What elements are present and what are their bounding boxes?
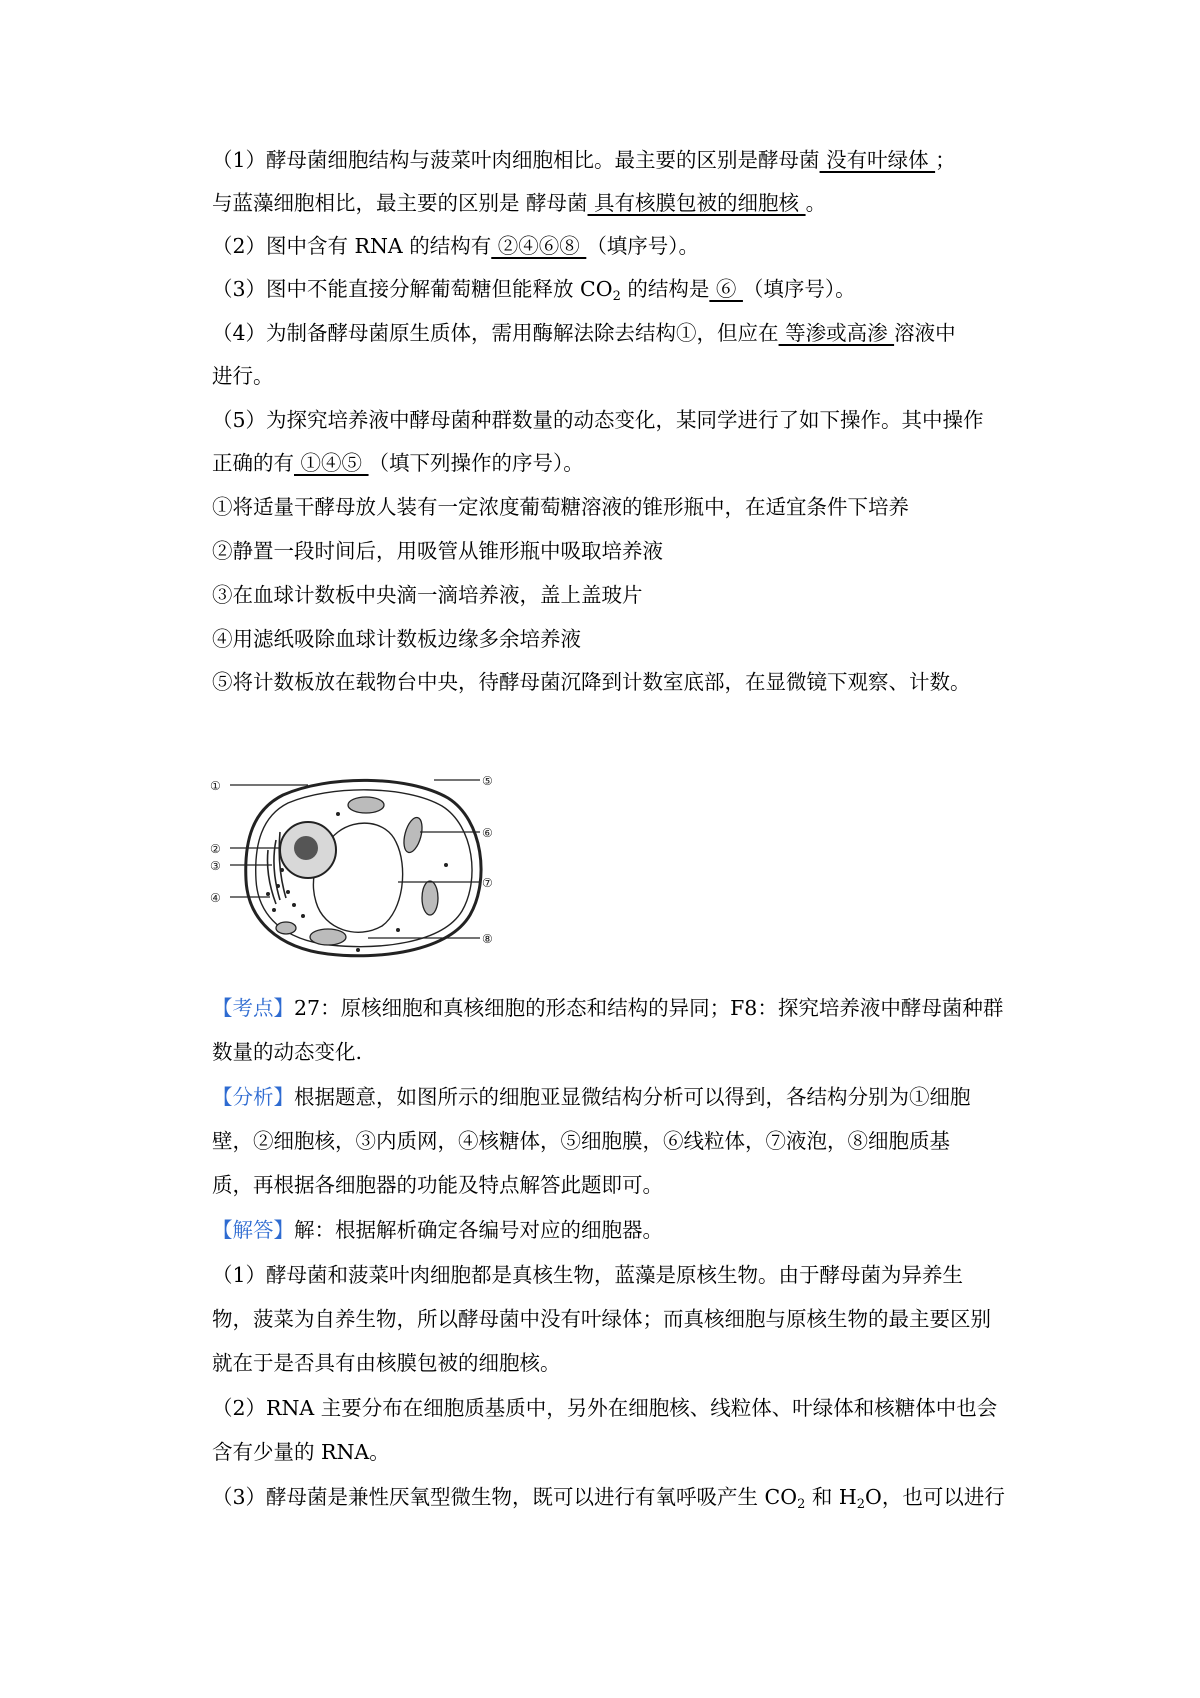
jieda-p2-line-2: 含有少量的 RNA。 bbox=[212, 1440, 390, 1464]
q3-subscript: 2 bbox=[612, 289, 621, 304]
diagram-label-7: ⑦ bbox=[482, 876, 493, 890]
q1-punct-2: 。 bbox=[805, 191, 827, 215]
q2-text: （2）图中含有 RNA 的结构有 bbox=[212, 234, 492, 258]
diagram-label-8: ⑧ bbox=[482, 932, 493, 946]
q5-text-2: 正确的有 bbox=[212, 451, 294, 475]
diagram-label-2: ② bbox=[210, 842, 221, 856]
q3-text-mid: 的结构是 bbox=[620, 277, 710, 301]
jieda-p3-text-c: O，也可以进行 bbox=[865, 1485, 1005, 1509]
kaodian-line-1 bbox=[212, 993, 1032, 1023]
kaodian-line-2: 数量的动态变化. bbox=[212, 1040, 363, 1064]
fenxi-line-1 bbox=[212, 1082, 1032, 1112]
jieda-p1-line-1: （1）酵母菌和菠菜叶肉细胞都是真核生物，蓝藻是原核生物。由于酵母菌为异养生 bbox=[212, 1263, 964, 1287]
q4-answer: 等渗或高渗 bbox=[778, 321, 895, 345]
q5-op-3: ③在血球计数板中央滴一滴培养液，盖上盖玻片 bbox=[212, 583, 643, 607]
jieda-p1-line-3: 就在于是否具有由核膜包被的细胞核。 bbox=[212, 1351, 561, 1375]
jieda-tag: 【解答】 bbox=[212, 1218, 294, 1242]
q2-answer: ②④⑥⑧ bbox=[491, 234, 587, 258]
q1-text: （1）酵母菌细胞结构与菠菜叶肉细胞相比。最主要的区别是酵母菌 bbox=[212, 148, 820, 172]
jieda-p2-line-1: （2）RNA 主要分布在细胞质基质中，另外在细胞核、线粒体、叶绿体和核糖体中也会 bbox=[212, 1396, 998, 1420]
diagram-label-3: ③ bbox=[210, 859, 221, 873]
nucleolus bbox=[294, 836, 318, 860]
q2-suffix: （填序号）。 bbox=[586, 234, 700, 258]
q5-line-1 bbox=[212, 405, 1032, 435]
q1-answer-1: 没有叶绿体 bbox=[819, 148, 936, 172]
q1-text-2: 与蓝藻细胞相比，最主要的区别是 酵母菌 bbox=[212, 191, 588, 215]
q3-answer: ⑥ bbox=[709, 277, 743, 301]
mitochondrion bbox=[310, 929, 346, 945]
jieda-line-1 bbox=[212, 1215, 1032, 1245]
mitochondrion bbox=[276, 922, 296, 934]
jieda-p3-sub-2: 2 bbox=[856, 1497, 866, 1512]
fenxi-text: 根据题意，如图所示的细胞亚显微结构分析可以得到，各结构分别为①细胞 bbox=[294, 1085, 971, 1109]
q1-punct: ； bbox=[935, 148, 956, 172]
diagram-label-4: ④ bbox=[210, 891, 221, 905]
jieda-p3-text-a: （3）酵母菌是兼性厌氧型微生物，既可以进行有氧呼吸产生 CO bbox=[212, 1485, 798, 1509]
fenxi-line-3: 质，再根据各细胞器的功能及特点解答此题即可。 bbox=[212, 1173, 663, 1197]
q5-op-4: ④用滤纸吸除血球计数板边缘多余培养液 bbox=[212, 627, 581, 651]
q3-line bbox=[212, 274, 1032, 304]
q1-line-1 bbox=[212, 145, 1032, 175]
q4-text: （4）为制备酵母菌原生质体，需用酶解法除去结构①，但应在 bbox=[212, 321, 779, 345]
q4-line-1 bbox=[212, 318, 1032, 348]
mitochondrion bbox=[348, 797, 384, 813]
q1-answer-2: 具有核膜包被的细胞核 bbox=[587, 191, 806, 215]
q5-line-2 bbox=[212, 448, 1032, 478]
diagram-label-1: ① bbox=[210, 779, 221, 793]
mitochondrion bbox=[401, 816, 426, 855]
q5-op-2: ②静置一段时间后，用吸管从锥形瓶中吸取培养液 bbox=[212, 539, 663, 563]
yeast-cell-diagram bbox=[208, 770, 508, 966]
kaodian-text: 27：原核细胞和真核细胞的形态和结构的异同；F8：探究培养液中酵母菌种群 bbox=[294, 996, 1004, 1020]
jieda-p3-sub-1: 2 bbox=[797, 1497, 806, 1512]
diagram-label-5: ⑤ bbox=[482, 774, 493, 788]
jieda-p3-text-b: 和 H bbox=[805, 1485, 857, 1509]
q3-suffix: （填序号）。 bbox=[742, 277, 856, 301]
q5-op-1: ①将适量干酵母放人装有一定浓度葡萄糖溶液的锥形瓶中，在适宜条件下培养 bbox=[212, 495, 909, 519]
q5-text: （5）为探究培养液中酵母菌种群数量的动态变化，某同学进行了如下操作。其中操作 bbox=[212, 408, 984, 432]
fenxi-line-2: 壁，②细胞核，③内质网，④核糖体，⑤细胞膜，⑥线粒体，⑦液泡，⑧细胞质基 bbox=[212, 1129, 950, 1153]
fenxi-tag: 【分析】 bbox=[212, 1085, 294, 1109]
q4-suffix: 溶液中 bbox=[894, 321, 956, 345]
kaodian-tag: 【考点】 bbox=[212, 996, 294, 1020]
jieda-text: 解：根据解析确定各编号对应的细胞器。 bbox=[294, 1218, 663, 1242]
diagram-label-6: ⑥ bbox=[482, 826, 493, 840]
jieda-p1-line-2: 物，菠菜为自养生物，所以酵母菌中没有叶绿体；而真核细胞与原核生物的最主要区别 bbox=[212, 1307, 991, 1331]
mitochondrion bbox=[422, 881, 438, 915]
q2-line bbox=[212, 231, 1032, 261]
jieda-p3-line-1 bbox=[212, 1482, 1032, 1512]
q5-answer: ①④⑤ bbox=[294, 451, 369, 475]
q3-text: （3）图中不能直接分解葡萄糖但能释放 CO bbox=[212, 277, 613, 301]
q5-suffix: （填下列操作的序号）。 bbox=[368, 451, 584, 475]
q5-op-5: ⑤将计数板放在载物台中央，待酵母菌沉降到计数室底部，在显微镜下观察、计数。 bbox=[212, 670, 971, 694]
q4-text-2: 进行。 bbox=[212, 364, 274, 388]
q1-line-2 bbox=[212, 188, 1032, 218]
q4-line-2 bbox=[212, 361, 1032, 391]
